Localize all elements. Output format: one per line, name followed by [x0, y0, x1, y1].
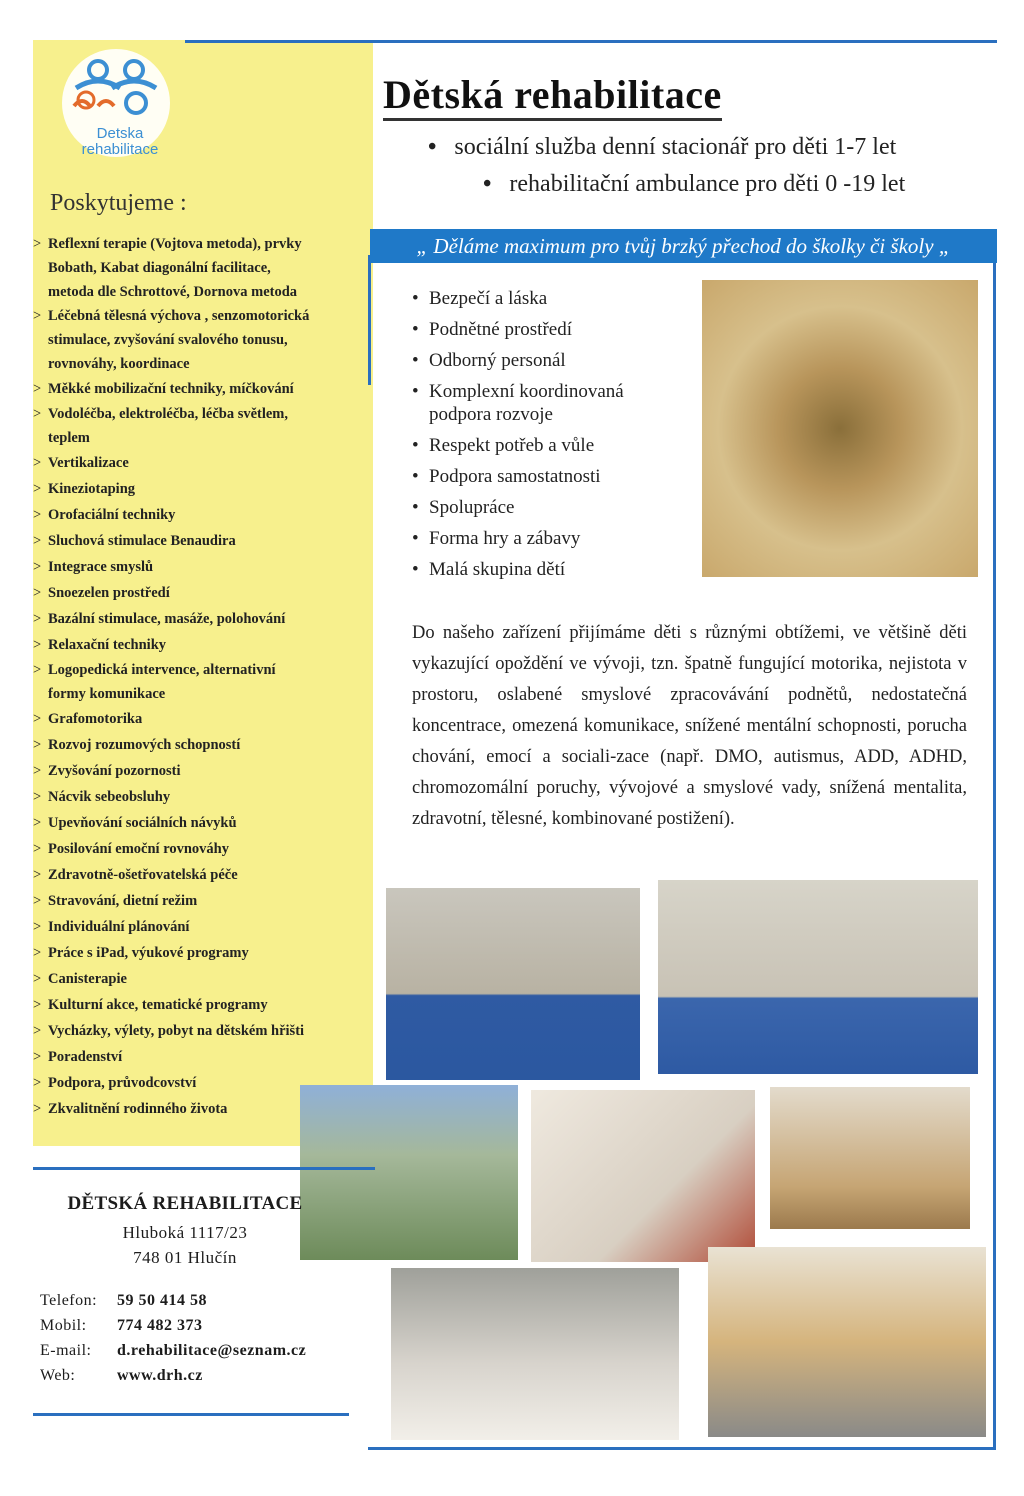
services-heading: Poskytujeme : — [50, 190, 187, 216]
service-text: Grafomotorika — [48, 711, 143, 727]
service-text: Stravování, dietní režim — [48, 893, 198, 909]
service-item — [33, 706, 368, 732]
service-text: Rozvoj rozumových schopností — [48, 737, 241, 753]
service-item — [33, 758, 368, 784]
arrow-icon: > — [33, 1049, 42, 1065]
service-item — [33, 1044, 368, 1070]
service-item — [33, 606, 368, 632]
frame-right — [993, 255, 996, 1450]
arrow-icon: > — [33, 585, 42, 601]
feature-item — [412, 314, 682, 345]
contact-name: DĚTSKÁ REHABILITACE — [67, 1193, 303, 1214]
service-text: Vodoléčba, elektroléčba, léčba světlem, — [48, 406, 289, 422]
feature-text: Podpora samostatnosti — [429, 466, 601, 487]
subtitle-1: • sociální služba denní stacionář pro děti 1-7 let — [428, 134, 897, 160]
service-text: Kineziotaping — [48, 481, 136, 497]
feature-text: Forma hry a zábavy — [429, 528, 581, 549]
service-item — [33, 784, 368, 810]
service-text: Podpora, průvodcovství — [48, 1075, 197, 1091]
feature-item — [412, 376, 682, 426]
service-item — [33, 402, 368, 450]
mobile-value[interactable]: 774 482 373 — [117, 1317, 203, 1334]
feature-item — [412, 554, 682, 585]
arrow-icon: > — [33, 236, 42, 252]
bullet-icon: • — [412, 528, 419, 549]
arrow-icon: > — [33, 455, 42, 471]
contact-city: 748 01 Hlučín — [133, 1248, 237, 1267]
arrow-icon: > — [33, 711, 42, 727]
logo-text: Detska rehabilitace — [81, 125, 159, 158]
contact-rule-top — [33, 1167, 375, 1170]
features-list — [412, 283, 682, 585]
service-text: Orofaciální techniky — [48, 507, 176, 523]
service-text: Integrace smyslů — [48, 559, 154, 575]
feature-item — [412, 283, 682, 314]
bullet-icon: • — [412, 350, 419, 371]
service-item — [33, 810, 368, 836]
frame-bottom — [368, 1447, 996, 1450]
arrow-icon: > — [33, 662, 42, 678]
arrow-icon: > — [33, 381, 42, 397]
service-text: formy komunikace — [48, 686, 166, 702]
arrow-icon: > — [33, 841, 42, 857]
web-link[interactable]: www.drh.cz — [117, 1367, 203, 1384]
arrow-icon: > — [33, 637, 42, 653]
arrow-icon: > — [33, 919, 42, 935]
service-text: Poradenství — [48, 1049, 123, 1065]
service-text: Canisterapie — [48, 971, 127, 987]
service-text: Relaxační techniky — [48, 637, 167, 653]
bullet-icon: • — [412, 497, 419, 518]
photo-gym-ball — [658, 880, 978, 1074]
service-text: Bazální stimulace, masáže, polohování — [48, 611, 286, 627]
service-text: Léčebná tělesná výchova , senzomotorická — [48, 308, 310, 324]
arrow-icon: > — [33, 1023, 42, 1039]
service-text: Individuální plánování — [48, 919, 190, 935]
service-item — [33, 304, 368, 376]
email-link[interactable]: d.rehabilitace@seznam.cz — [117, 1342, 307, 1359]
service-text: Vertikalizace — [48, 455, 129, 471]
service-text: Sluchová stimulace Benaudira — [48, 533, 236, 549]
service-item — [33, 836, 368, 862]
service-item — [33, 554, 368, 580]
services-list — [33, 232, 368, 1122]
contact-email-row: E-mail: d.rehabilitace@seznam.cz — [40, 1342, 307, 1359]
photo-therapy-balance — [386, 888, 640, 1080]
arrow-icon: > — [33, 507, 42, 523]
service-text: teplem — [48, 430, 90, 446]
service-item — [33, 580, 368, 606]
arrow-icon: > — [33, 1075, 42, 1091]
arrow-icon: > — [33, 611, 42, 627]
service-item — [33, 940, 368, 966]
bullet-icon: • — [412, 319, 419, 340]
photo-children-circle — [702, 280, 978, 577]
service-text: Měkké mobilizační techniky, míčkování — [48, 381, 294, 397]
arrow-icon: > — [33, 533, 42, 549]
photo-classroom — [770, 1087, 970, 1229]
service-text: Zvyšování pozornosti — [48, 763, 181, 779]
service-item — [33, 1018, 368, 1044]
arrow-icon: > — [33, 971, 42, 987]
feature-text: Respekt potřeb a vůle — [429, 435, 595, 456]
arrow-icon: > — [33, 737, 42, 753]
arrow-icon: > — [33, 893, 42, 909]
feature-text: Spolupráce — [429, 497, 515, 518]
service-item — [33, 450, 368, 476]
service-item — [33, 658, 368, 706]
slogan-banner: „ Děláme maximum pro tvůj brzký přechod do školky či školy „ — [370, 229, 997, 263]
service-item — [33, 966, 368, 992]
bullet-icon: • — [412, 435, 419, 456]
contact-web-row: Web: www.drh.cz — [40, 1367, 203, 1384]
feature-item — [412, 492, 682, 523]
arrow-icon: > — [33, 559, 42, 575]
service-text: Kulturní akce, tematické programy — [48, 997, 268, 1013]
top-rule — [185, 40, 997, 43]
photo-canistherapy — [708, 1247, 986, 1437]
service-item — [33, 888, 368, 914]
photo-massage — [391, 1268, 679, 1440]
feature-item — [412, 430, 682, 461]
feature-text: Malá skupina dětí — [429, 559, 566, 580]
subtitle-2: • rehabilitační ambulance pro děti 0 -19 let — [483, 171, 906, 197]
bullet-icon: • — [412, 559, 419, 580]
arrow-icon: > — [33, 763, 42, 779]
service-text: Reflexní terapie (Vojtova metoda), prvky — [48, 236, 302, 252]
service-text: Posilování emoční rovnováhy — [48, 841, 229, 857]
service-item — [33, 914, 368, 940]
service-text: rovnováhy, koordinace — [48, 356, 190, 372]
arrow-icon: > — [33, 481, 42, 497]
bullet-icon: • — [412, 288, 419, 309]
feature-item — [412, 461, 682, 492]
feature-text: Podnětné prostředí — [429, 319, 573, 340]
feature-text: Bezpečí a láska — [429, 288, 548, 309]
service-text: Bobath, Kabat diagonální facilitace, — [48, 260, 271, 276]
frame-left — [368, 255, 371, 385]
service-item — [33, 476, 368, 502]
feature-text: Odborný personál — [429, 350, 566, 371]
contact-street: Hluboká 1117/23 — [122, 1223, 248, 1242]
service-text: Logopedická intervence, alternativní — [48, 662, 276, 678]
page-title: Dětská rehabilitace — [383, 72, 722, 121]
service-text: Snoezelen prostředí — [48, 585, 170, 601]
service-text: Zdravotně-ošetřovatelská péče — [48, 867, 238, 883]
photo-hammock — [531, 1090, 755, 1262]
phone-value[interactable]: 59 50 414 58 — [117, 1292, 207, 1309]
feature-item — [412, 523, 682, 554]
feature-item — [412, 345, 682, 376]
contact-mobile-row: Mobil: 774 482 373 — [40, 1317, 203, 1334]
service-item — [33, 992, 368, 1018]
description-paragraph: Do našeho zařízení přijímáme děti s různými obtížemi, ve většině děti vykazující opoždění ve vývoji, tzn. špatně fungující motorika, nejistota v prostoru, oslabené smyslové zpracovávání podnětů, nedostatečná koncentrace, omezená komunikace, snížené mentální schopnosti, porucha chování, emocí a sociali-zace (např. DMO, autismus, ADD, ADHD, chromozomální poruchy, vývojové a smyslové vady, snížená mentalita, zdravotní, tělesné, kombinované postižení). — [412, 623, 967, 829]
service-text: stimulace, zvyšování svalového tonusu, — [48, 332, 288, 348]
feature-text: podpora rozvoje — [429, 404, 553, 425]
contact-rule-bottom — [33, 1413, 349, 1416]
service-item — [33, 862, 368, 888]
bullet-icon: • — [412, 466, 419, 487]
service-item — [33, 732, 368, 758]
service-text: metoda dle Schrottové, Dornova metoda — [48, 284, 298, 300]
arrow-icon: > — [33, 945, 42, 961]
contact-phone-row: Telefon: 59 50 414 58 — [40, 1292, 207, 1309]
bullet-icon: • — [412, 381, 419, 402]
service-text: Práce s iPad, výukové programy — [48, 945, 249, 961]
feature-text: Komplexní koordinovaná — [429, 381, 624, 402]
service-item — [33, 232, 368, 304]
arrow-icon: > — [33, 789, 42, 805]
arrow-icon: > — [33, 1101, 42, 1117]
service-item — [33, 528, 368, 554]
service-item — [33, 502, 368, 528]
photo-swing — [300, 1085, 518, 1260]
service-item — [33, 376, 368, 402]
service-text: Zkvalitnění rodinného života — [48, 1101, 228, 1117]
arrow-icon: > — [33, 867, 42, 883]
arrow-icon: > — [33, 406, 42, 422]
service-item — [33, 632, 368, 658]
arrow-icon: > — [33, 997, 42, 1013]
service-text: Upevňování sociálních návyků — [48, 815, 237, 831]
arrow-icon: > — [33, 815, 42, 831]
service-text: Vycházky, výlety, pobyt na dětském hřišti — [48, 1023, 305, 1039]
arrow-icon: > — [33, 308, 42, 324]
service-text: Nácvik sebeobsluhy — [48, 789, 171, 805]
